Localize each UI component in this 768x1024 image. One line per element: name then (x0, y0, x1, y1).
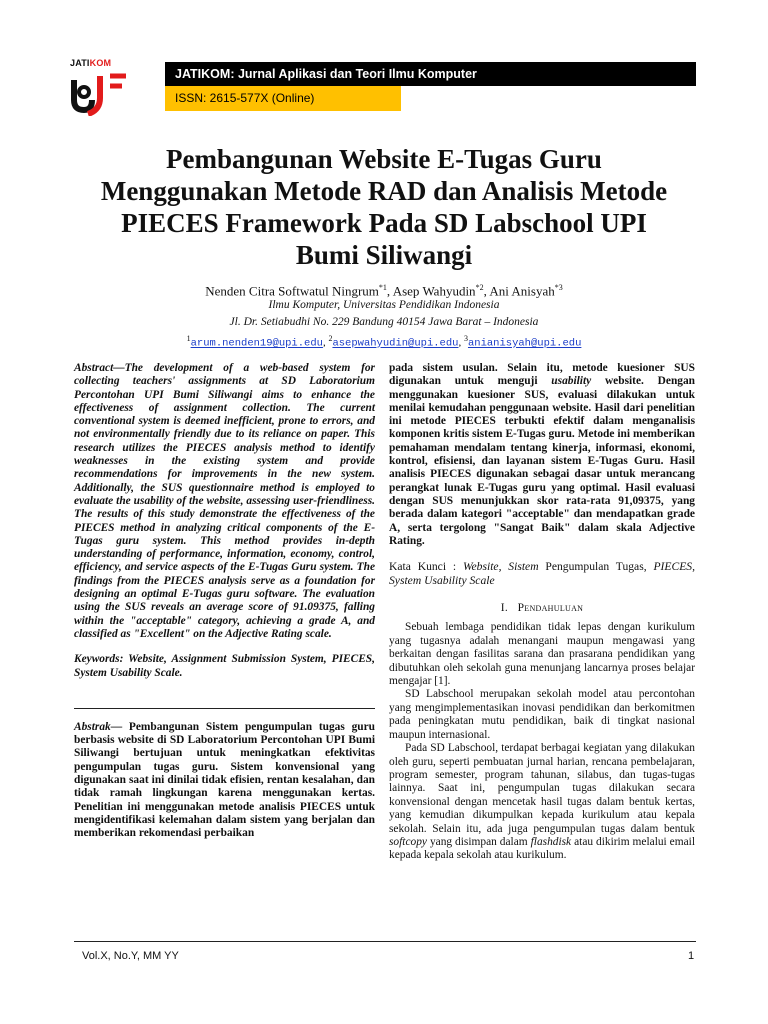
keywords-id-rest: Pengumpulan Tugas, (538, 560, 654, 574)
email-3-mark: 3 (463, 334, 468, 343)
email-1-mark: 1 (186, 334, 191, 343)
intro-p3-text-c: atau dikirim melalui email kepada kepala sekolah atau kurikulum. (389, 835, 695, 862)
email-list (100, 332, 668, 351)
intro-p3-flashdisk: flashdisk (530, 835, 572, 848)
section-number: I. (500, 602, 509, 615)
email-link-3[interactable]: anianisyah@upi.edu (467, 337, 582, 350)
keywords-english: Keywords: Website, Assignment Submission System, PIECES, System Usability Scale. (74, 653, 375, 679)
abstract-cont-usability: usability (551, 375, 592, 388)
email-separator: , (458, 336, 464, 349)
affiliation-line-1: Ilmu Komputer, Universitas Pendidikan Indonesia (268, 299, 500, 311)
email-separator: , (322, 336, 329, 349)
author-2: Asep Wahyudin (392, 283, 476, 299)
footer-rule (74, 941, 696, 942)
email-2-mark: 2 (328, 334, 333, 343)
abstract-english: Abstract—The development of a web-based system for collecting teachers' assignments at SD Laboratorium Percontohan UPI Bumi Siliwangi aims to enhance the effectiveness of assignment collection. The current conventional system is deemed inefficient, prone to errors, and not environmentally friendly due to its reliance on paper. This research utilizes the PIECES analysis method to identify weaknesses in the existing system and provide recommendations for improvements in the new system. Additionally, the SUS questionnaire method is employed to evaluate the usability of the website, assessing user-friendliness. The results of this study demonstrate the effectiveness of the PIECES method in analyzing critical components of the E-Tugas guru system. This method provides in-depth understanding of performance, information, economy, control, efficiency, and service aspects of the E-Tugas Guru system. The findings from the PIECES analysis serve as a foundation for designing an optimal E-Tugas guru software. The evaluation using the SUS reveals an average score of 91.09375, falling within the "acceptable" category, achieving a grade A, and classified as "Excellent" on the Adjective Rating scale. (74, 362, 375, 640)
logo-text-black: JATI (70, 58, 90, 68)
paper-title: Pembangunan Website E-Tugas Guru Menggunakan Metode RAD dan Analisis Metode PIECES Framework Pada SD Labschool UPI Bumi Siliwangi (100, 144, 668, 270)
abstract-indonesian-body: — Pembangunan Sistem pengumpulan tugas guru berbasis website di SD Laboratorium Percontohan UPI Bumi Siliwangi bertujuan untuk meningkatkan efektivitas pengumpulan tugas guru. Sistem konvensional yang digunakan saat ini dinilai tidak efisien, rentan kesalahan, dan tidak ramah lingkungan karena menggunakan kertas. Penelitian ini menggunakan metode analisis PIECES untuk mengidentifikasi kelemahan dalam sistem yang berjalan dan memberikan rekomendasi perbaikan (74, 720, 375, 840)
abstract-divider (74, 708, 375, 709)
author-3: Ani Anisyah (489, 283, 555, 299)
abstract-indonesian-label: Abstrak (74, 720, 111, 733)
logo-text-red: KOM (89, 58, 112, 68)
left-column (74, 362, 375, 841)
abstract-indonesian-continued (389, 362, 695, 548)
email-link-2[interactable]: asepwahyudin@upi.edu (332, 337, 459, 350)
journal-name-bar: JATIKOM: Jurnal Aplikasi dan Teori Ilmu Komputer (165, 62, 696, 86)
author-separator: , (483, 283, 490, 299)
keywords-indonesian (389, 560, 695, 588)
abstract-cont-text-2: website. Dengan menggunakan kuesioner SUS, evaluasi dilakukan untuk menilai kemudahan penggunaan website. Hasil dari penelitian ini metode PIECES terbukti efektif dalam menganalisis komponen kritis sistem E-Tugas guru. Metode ini memberikan pemahaman mendalam tentang kinerja, informasi, ekonomi, kontrol, efisiensi, dan layanan sistem E-Tugas Guru. Hasil analisis PIECES digunakan sebagai dasar untuk merancang perangkat lunak E-Tugas guru yang optimal. Hasil evaluasi dengan SUS menunjukkan skor rata-rata 91,09375, yang berada dalam kategori "acceptable" dan mendapatkan grade A, serta tergolong "Sangat Baik" dalam skala Adjective Rating. (389, 375, 696, 547)
author-3-mark: *3 (554, 283, 563, 292)
logo-mark-icon (70, 70, 132, 116)
author-1-mark: *1 (378, 283, 387, 292)
section-title: Pendahuluan (517, 602, 584, 615)
footer-page-number: 1 (688, 950, 695, 962)
right-column (389, 362, 695, 863)
intro-p3-text-b: yang disimpan dalam (426, 835, 531, 848)
author-separator: , (386, 283, 393, 299)
abstract-cont-text-1: pada sistem usulan. Selain itu, metode kuesioner SUS digunakan untuk menguji (389, 362, 695, 388)
author-2-mark: *2 (475, 283, 484, 292)
section-heading-introduction (389, 602, 695, 615)
footer-volume: Vol.X, No.Y, MM YY (82, 950, 179, 962)
affiliation-line-2: Jl. Dr. Setiabudhi No. 229 Bandung 40154 Jawa Barat – Indonesia (229, 316, 539, 328)
logo-wordmark (70, 58, 111, 68)
intro-paragraph-2: SD Labschool merupakan sekolah model atau percontohan yang mengimplementasikan inovasi pendidikan dan berkomitmen pada peningkatan mutu pendidikan, baik di tingkat nasional maupun internasional. (389, 688, 695, 741)
abstract-indonesian (74, 721, 375, 841)
issn-bar: ISSN: 2615-577X (Online) (165, 86, 401, 111)
intro-p3-softcopy: softcopy (389, 835, 427, 848)
author-1: Nenden Citra Softwatul Ningrum (205, 283, 379, 299)
keywords-id-label: Kata Kunci : (389, 560, 463, 574)
intro-paragraph-1: Sebuah lembaga pendidikan tidak lepas dengan kurikulum yang tugasnya adalah menangani maupun mengawasi yang berkaitan dengan fasilitas sarana dan prasarana pendidikan yang dibutuhkan oleh sekolah guna menunjang lancarnya proses belajar mengajar [1]. (389, 621, 695, 688)
email-link-1[interactable]: arum.nenden19@upi.edu (190, 337, 323, 350)
intro-paragraph-3 (389, 742, 695, 863)
journal-logo (70, 56, 142, 116)
keywords-id-terms: Website, Sistem (462, 560, 539, 574)
author-list (100, 280, 668, 299)
keywords-id-rest-italic: PIECES, System Usability Scale (389, 560, 695, 588)
intro-p3-text-a: Pada SD Labschool, terdapat berbagai kegiatan yang dilakukan oleh guru, seperti pembuatan jurnal harian, rencana pembelajaran, program semester, program tahunan, silabus, dan tugas-tugas lainnya. Saat ini, pengumpulan tugas dilakukan secara konvensional dengan mencetak hasil tugas dalam bentuk kertas, yang kemudian dikumpulkan kepada kurikulum atau kepala sekolah. Selain itu, ada juga pengumpulan tugas dalam bentuk (389, 742, 695, 835)
